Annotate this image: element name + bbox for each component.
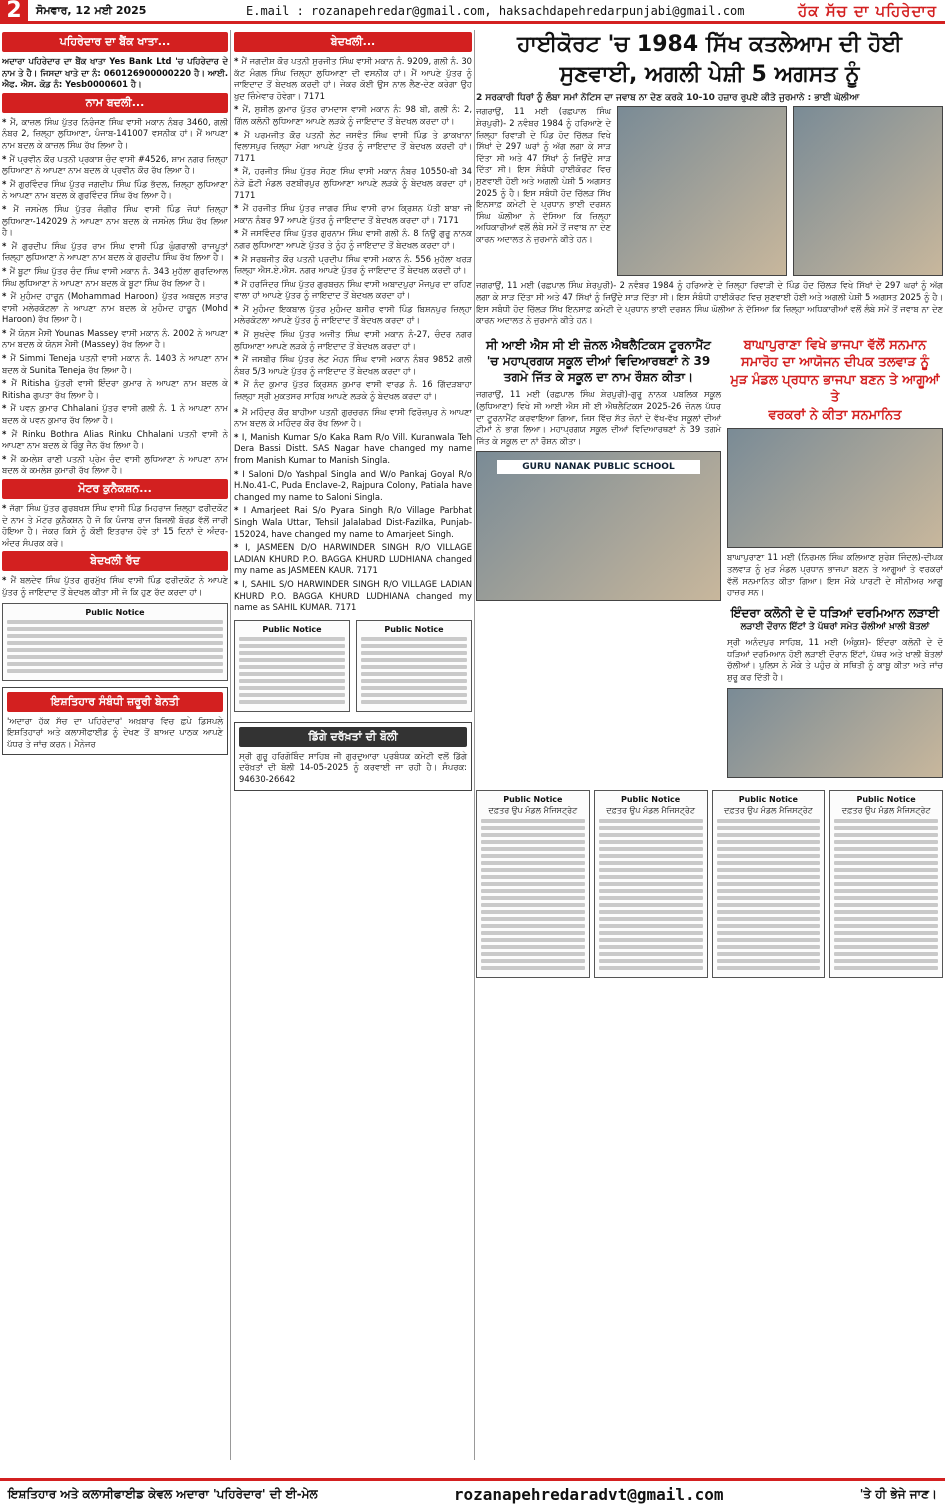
- colony-headline-line: ਲੜਾਈ ਦੌਰਾਨ ਇੱਟਾਂ ਤੇ ਪੱਥਰਾਂ ਸਮੇਤ ਚੱਲੀਆਂ ਖ਼ਾਲੀ ਬੋਤਲਾਂ: [740, 622, 930, 633]
- notice-title: Public Notice: [503, 794, 563, 804]
- list-item: * ਮੈਂ, ਹਰਜੀਤ ਸਿੰਘ ਪੁੱਤਰ ਸੋਹਣ ਸਿੰਘ ਵਾਸੀ ਮਕਾਨ ਨੰਬਰ 10550-ਬੀ 34 ਨੇੜੇ ਛੋਟੀ ਮੰਡਲ ਰਣਬੀਰਪੁਰ ਲੁਧਿਆਣਾ ਆਪਣੇ ਲੜਕੇ ਨੂੰ ਬੇਦਖਲ ਕਰਦਾ ਹਾਂ। 7171: [234, 166, 472, 201]
- public-notice: [234, 620, 350, 712]
- list-item: * ਮੈਂ Simmi Teneja ਪਤਨੀ ਵਾਸੀ ਮਕਾਨ ਨੰ. 1403 ਨੇ ਆਪਣਾ ਨਾਮ ਬਦਲ ਕੇ Sunita Teneja ਰੱਖ ਲਿਆ ਹੈ।: [2, 353, 228, 376]
- list-item: * ਮੈਂ ਜਸਬੀਰ ਸਿੰਘ ਪੁੱਤਰ ਲੇਟ ਮੋਹਨ ਸਿੰਘ ਵਾਸੀ ਮਕਾਨ ਨੰਬਰ 9852 ਗਲੀ ਨੰਬਰ 5/3 ਆਪਣੇ ਪੁੱਤਰ ਨੂੰ ਜਾਇਦਾਦ ਤੋਂ ਬੇਦਖਲ ਕਰਦਾ ਹਾਂ।: [234, 354, 472, 377]
- sports-story: [476, 333, 721, 778]
- sports-team-photo: [476, 451, 721, 601]
- middle-row: [476, 333, 943, 778]
- notice-title: Public Notice: [738, 794, 798, 804]
- colony-street-photo: [727, 688, 943, 778]
- notice-title: Public Notice: [856, 794, 916, 804]
- motor-connection-heading: ਮੋਟਰ ਕੁਨੈਕਸ਼ਨ...: [2, 479, 228, 499]
- list-item: * ਮੈਂ Rinku Bothra Alias Rinku Chhalani ਪਤਨੀ ਵਾਸੀ ਨੇ ਆਪਣਾ ਨਾਮ ਬਦਲ ਕੇ ਰਿੰਕੂ ਜੈਨ ਰੱਖ ਲਿਆ ਹੈ।: [2, 429, 228, 452]
- bjp-headline-line: ਸਮਾਰੋਹ ਦਾ ਆਯੋਜਨ ਦੀਪਕ ਤਲਵਾੜ ਨੂੰ: [741, 355, 929, 371]
- colony-headline-line: ਇੰਦਰਾ ਕਲੋਨੀ ਦੇ ਦੋ ਧੜਿਆਂ ਦਰਮਿਆਨ ਲੜਾਈ: [730, 605, 940, 620]
- public-notice: [712, 790, 826, 978]
- notice-body: [239, 637, 345, 704]
- list-item: * I Saloni D/o Yashpal Singla and W/o Pankaj Goyal R/o H.No.41-C, Puda Enclave-2, Rajpura Colony, Patiala have changed my name to Saloni Singla.: [234, 469, 472, 504]
- list-item: * ਮੈਂ ਬਲਦੇਵ ਸਿੰਘ ਪੁੱਤਰ ਗੁਰਮੁੱਖ ਸਿੰਘ ਵਾਸੀ ਪਿੰਡ ਫਰੀਦਕੋਟ ਨੇ ਆਪਣੇ ਪੁੱਤਰ ਨੂੰ ਜਾਇਦਾਦ ਤੋਂ ਬੇਦਖਲ ਕੀਤਾ ਸੀ ਜੋ ਕਿ ਹੁਣ ਰੱਦ ਕਰਦਾ ਹਾਂ।: [2, 575, 228, 598]
- footer-text: ਇਸ਼ਤਿਹਾਰ ਅਤੇ ਕਲਾਸੀਫਾਈਡ ਕੇਵਲ ਅਦਾਰਾ 'ਪਹਿਰੇਦਾਰ' ਦੀ ਈ-ਮੇਲ: [8, 1486, 318, 1501]
- notice-body: [7, 620, 223, 673]
- lead-story-photo-2: [793, 106, 943, 276]
- list-item: * ਮੈਂ ਗੁਰਵਿੰਦਰ ਸਿੰਘ ਪੁੱਤਰ ਜਗਦੀਪ ਸਿੰਘ ਪਿੰਡ ਭੱਦਲ, ਜ਼ਿਲ੍ਹਾ ਲੁਧਿਆਣਾ ਨੇ ਆਪਣਾ ਨਾਮ ਬਦਲ ਕੇ ਗੁਰਵਿੰਦਰ ਸਿੰਘ ਰੱਖ ਲਿਆ ਹੈ।: [2, 179, 228, 202]
- list-item: * ਮੈਂ ਬੂਟਾ ਸਿੰਘ ਪੁੱਤਰ ਚੰਦ ਸਿੰਘ ਵਾਸੀ ਮਕਾਨ ਨੰ. 343 ਮੁਹੱਲਾ ਗੁਰਦਿਆਲ ਸਿੰਘ ਲੁਧਿਆਣਾ ਨੇ ਆਪਣਾ ਨਾਮ ਬਦਲ ਕੇ ਬੂਟਾ ਸਿੰਘ ਰੱਖ ਲਿਆ ਹੈ।: [2, 266, 228, 289]
- list-item: * ਮੈਂ, ਕਾਜ਼ਲ ਸਿੰਘ ਪੁੱਤਰ ਨਿਰੰਜਣ ਸਿੰਘ ਵਾਸੀ ਮਕਾਨ ਨੰਬਰ 3460, ਗਲੀ ਨੰਬਰ 2, ਜ਼ਿਲ੍ਹਾ ਲੁਧਿਆਣਾ, ਪੰਜਾਬ-141007 ਵਸਨੀਕ ਹਾਂ। ਮੈਂ ਆਪਣਾ ਨਾਮ ਬਦਲ ਕੇ ਕਾਜ਼ਲ ਸਿੰਘ ਰੱਖ ਲਿਆ ਹੈ।: [2, 117, 228, 152]
- disown-heading: ਬੇਦਖਲੀ...: [234, 32, 472, 52]
- advertiser-notice-text: 'ਅਦਾਰਾ ਹੱਕ ਸੱਚ ਦਾ ਪਹਿਰੇਦਾਰ' ਅਖ਼ਬਾਰ ਵਿਚ ਛਪੇ ਡਿਸਪਲੇ ਇਸ਼ਤਿਹਾਰਾਂ ਅਤੇ ਕਲਾਸੀਫਾਈਡ ਨੂੰ ਦੇਖਣ ਤੋਂ ਬਾਅਦ ਪਾਠਕ ਆਪਣੇ ਪੱਧਰ ਤੇ ਜਾਂਚ ਕਰਨ। ਮੈਨੇਜਰ: [7, 715, 223, 749]
- tree-auction-text: ਸ੍ਰੀ ਗੁਰੂ ਹਰਿਗੋਬਿੰਦ ਸਾਹਿਬ ਜੀ ਗੁਰਦੁਆਰਾ ਪ੍ਰਬੰਧਕ ਕਮੇਟੀ ਵਲੋਂ ਡਿੱਗੇ ਦਰੱਖ਼ਤਾਂ ਦੀ ਬੋਲੀ 14-05-2025 ਨੂੰ ਕਰਵਾਈ ਜਾ ਰਹੀ ਹੈ। ਸੰਪਰਕ: 94630-26642: [239, 750, 467, 784]
- bjp-event-photo: [727, 428, 943, 548]
- disown-list: [234, 56, 472, 403]
- list-item: * ਮੈਂ ਮੁਹੰਮਦ ਹਾਰੂਨ (Mohammad Haroon) ਪੁੱਤਰ ਅਬਦੁਲ ਸਤਾਰ ਵਾਸੀ ਮਲੇਰਕੋਟਲਾ ਨੇ ਆਪਣਾ ਨਾਮ ਬਦਲ ਕੇ ਮੁਹੰਮਦ ਹਾਰੂਨ (Mohd Haroon) ਰੱਖ ਲਿਆ ਹੈ।: [2, 291, 228, 326]
- public-notice: [356, 620, 472, 712]
- list-item: * ਮੈਂ ਹਰਜੀਤ ਸਿੰਘ ਪੁੱਤਰ ਜਾਗਰ ਸਿੰਘ ਵਾਸੀ ਰਾਮ ਕ੍ਰਿਸ਼ਨ ਪੱਤੀ ਬਾਬਾ ਜੀ ਮਕਾਨ ਨੰਬਰ 97 ਆਪਣੇ ਪੁੱਤਰ ਨੂੰ ਜਾਇਦਾਦ ਤੋਂ ਬੇਦਖਲ ਕਰਦਾ ਹਾਂ। 7171: [234, 203, 472, 226]
- disown-cancel-heading: ਬੇਦਖਲੀ ਰੱਦ: [2, 551, 228, 571]
- list-item: * ਮੈਂ ਹਰਜਿੰਦਰ ਸਿੰਘ ਪੁੱਤਰ ਗੁਰਬਚਨ ਸਿੰਘ ਵਾਸੀ ਅਬਾਦਪੁਰਾ ਮੌਜਪੁਰ ਦਾ ਰਹਿਣ ਵਾਲਾ ਹਾਂ ਆਪਣੇ ਪੁੱਤਰ ਨੂੰ ਜਾਇਦਾਦ ਤੋਂ ਬੇਦਖਲ ਕਰਦਾ ਹਾਂ।: [234, 279, 472, 302]
- column-divider: [230, 30, 231, 1460]
- lead-story-photo: [617, 106, 787, 276]
- list-item: * ਮੈਂ ਮਹਿੰਦਰ ਕੌਰ ਬਾਹੀਆ ਪਤਨੀ ਗੁਰਚਰਨ ਸਿੰਘ ਵਾਸੀ ਫਿਰੋਜ਼ਪੁਰ ਨੇ ਆਪਣਾ ਨਾਮ ਬਦਲ ਕੇ ਮਹਿੰਦਰ ਕੌਰ ਰੱਖ ਲਿਆ ਹੈ।: [234, 407, 472, 430]
- header-email: E.mail : rozanapehredar@gmail.com, haksachdapehredarpunjabi@gmail.com: [246, 3, 745, 18]
- notice-body: [834, 819, 938, 970]
- list-item: * ਮੈਂ ਜਸਵਿੰਦਰ ਸਿੰਘ ਪੁੱਤਰ ਗੁਰਨਾਮ ਸਿੰਘ ਵਾਸੀ ਗਲੀ ਨੰ. 8 ਨਿਊ ਗੁਰੂ ਨਾਨਕ ਨਗਰ ਲੁਧਿਆਣਾ ਆਪਣੇ ਪੁੱਤਰ ਤੇ ਨੂੰਹ ਨੂੰ ਜਾਇਦਾਦ ਤੋਂ ਬੇਦਖਲ ਕਰਦਾ ਹਾਂ।: [234, 228, 472, 251]
- list-item: * ਮੈਂ ਸਰਬਜੀਤ ਕੌਰ ਪਤਨੀ ਪ੍ਰਦੀਪ ਸਿੰਘ ਵਾਸੀ ਮਕਾਨ ਨੰ. 556 ਮੁਹੱਲਾ ਖਰੜ ਜ਼ਿਲ੍ਹਾ ਐਸ.ਏ.ਐਸ. ਨਗਰ ਆਪਣੇ ਪੁੱਤਰ ਨੂੰ ਜਾਇਦਾਦ ਤੋਂ ਬੇਦਖਲ ਕਰਦੀ ਹਾਂ।: [234, 254, 472, 277]
- footer-email-link[interactable]: rozanapehredaradvt@gmail.com: [453, 1484, 724, 1504]
- list-item: * I, SAHIL S/O HARWINDER SINGH R/O VILLAGE LADIAN KHURD P.O. BAGGA KHURD LUDHIANA changed my name as SAHIL KUMAR. 7171: [234, 579, 472, 614]
- list-item: * ਮੈਂ ਪ੍ਰਵੀਨ ਕੌਰ ਪਤਨੀ ਪ੍ਰਕਾਸ਼ ਚੰਦ ਵਾਸੀ #4526, ਸ਼ਾਮ ਨਗਰ ਜ਼ਿਲ੍ਹਾ ਲੁਧਿਆਣਾ ਨੇ ਆਪਣਾ ਨਾਮ ਬਦਲ ਕੇ ਪ੍ਰਵੀਨ ਕੌਰ ਰੱਖ ਲਿਆ ਹੈ।: [2, 154, 228, 177]
- list-item: * I Amarjeet Rai S/o Pyara Singh R/o Village Parbhat Singh Wala Uttar, Tehsil Jalalabad Dist-Fazilka, Punjab-152024, have changed my name to Amarjeet Singh.: [234, 505, 472, 540]
- lead-story-row: [476, 106, 943, 276]
- name-change-list: [2, 117, 228, 477]
- sports-headline-line: ਸੀ ਆਈ ਐਸ ਸੀ ਈ ਜ਼ੋਨਲ ਐਥਲੈਟਿਕਸ ਟੂਰਨਾਮੈਂਟ: [486, 337, 711, 352]
- list-item: * ਮੈਂ Ritisha ਪੁੱਤਰੀ ਵਾਸੀ ਇੰਦਰਾ ਕੁਮਾਰ ਨੇ ਆਪਣਾ ਨਾਮ ਬਦਲ ਕੇ Ritisha ਗੁਪਤਾ ਰੱਖ ਲਿਆ ਹੈ।: [2, 378, 228, 401]
- sports-headline: [476, 337, 721, 386]
- public-notices-grid: [476, 786, 943, 982]
- page-footer: [0, 1478, 945, 1507]
- list-item: * ਮੈਂ ਨੰਦ ਕੁਮਾਰ ਪੁੱਤਰ ਕ੍ਰਿਸ਼ਨ ਕੁਮਾਰ ਵਾਸੀ ਵਾਰਡ ਨੰ. 16 ਗਿੱਦੜਬਾਹਾ ਜ਼ਿਲ੍ਹਾ ਸ੍ਰੀ ਮੁਕਤਸਰ ਸਾਹਿਬ ਆਪਣੇ ਲੜਕੇ ਨੂੰ ਬੇਦਖਲ ਕਰਦਾ ਹਾਂ।: [234, 379, 472, 402]
- tree-auction-heading: ਡਿੱਗੇ ਦਰੱਖ਼ਤਾਂ ਦੀ ਬੋਲੀ: [239, 727, 467, 747]
- public-notice: [594, 790, 708, 978]
- lead-subhead: 2 ਸਰਕਾਰੀ ਧਿਰਾਂ ਨੂੰ ਲੰਬਾ ਸਮਾਂ ਨੋਟਿਸ ਦਾ ਜਵਾਬ ਨਾ ਦੇਣ ਕਰਕੇ 10-10 ਹਜ਼ਾਰ ਰੁਪਏ ਕੀਤੇ ਜੁਰਮਾਨੇ : ਭਾਈ ਘੋਲੀਆ: [476, 93, 860, 104]
- name-change-english-list: [234, 407, 472, 614]
- notice-subtitle: ਦਫ਼ਤਰ ਉਪ ਮੰਡਲ ਮੈਜਿਸਟ੍ਰੇਟ: [488, 805, 578, 815]
- list-item: * ਮੈਂ, ਸੁਸ਼ੀਲ ਕੁਮਾਰ ਪੁੱਤਰ ਰਾਮਦਾਸ ਵਾਸੀ ਮਕਾਨ ਨੰ: 98 ਬੀ, ਗਲੀ ਨੰ: 2, ਗਿੱਲ ਕਲੋਨੀ ਲੁਧਿਆਣਾ ਆਪਣੇ ਲੜਕੇ ਨੂੰ ਜਾਇਦਾਦ ਤੋਂ ਬੇਦਖਲ ਕਰਦਾ ਹਾਂ।: [234, 104, 472, 127]
- list-item: * ਮੈਂ ਕਮਲੇਸ਼ ਰਾਣੀ ਪਤਨੀ ਪ੍ਰੇਮ ਚੰਦ ਵਾਸੀ ਲੁਧਿਆਣਾ ਨੇ ਆਪਣਾ ਨਾਮ ਬਦਲ ਕੇ ਕਮਲੇਸ਼ ਕੁਮਾਰੀ ਰੱਖ ਲਿਆ ਹੈ।: [2, 454, 228, 477]
- notice-body: [481, 819, 585, 970]
- notice-subtitle: ਦਫ਼ਤਰ ਉਪ ਮੰਡਲ ਮੈਜਿਸਟ੍ਰੇਟ: [841, 805, 931, 815]
- notice-body: [599, 819, 703, 970]
- lead-story-text: ਜਗਰਾਉਂ, 11 ਮਈ (ਰਛਪਾਲ ਸਿੰਘ ਸ਼ੇਰਪੁਰੀ)- 2 ਨਵੰਬਰ 1984 ਨੂੰ ਹਰਿਆਣੇ ਦੇ ਜ਼ਿਲ੍ਹਾ ਰਿਵਾੜੀ ਦੇ ਪਿੰਡ ਹੋਦ ਚਿੱਲੜ ਵਿਖੇ ਸਿੱਖਾਂ ਦੇ 297 ਘਰਾਂ ਨੂੰ ਅੱਗ ਲਗਾ ਕੇ ਸਾੜ ਦਿੱਤਾ ਸੀ ਅਤੇ 47 ਸਿੱਖਾਂ ਨੂੰ ਜਿਉਂਦੇ ਸਾੜ ਦਿੱਤਾ ਸੀ। ਇਸ ਸੰਬੰਧੀ ਹਾਈਕੋਰਟ ਵਿਚ ਸੁਣਵਾਈ ਹੋਈ ਅਤੇ ਅਗਲੀ ਪੇਸ਼ੀ 5 ਅਗਸਤ 2025 ਨੂੰ ਹੈ। ਇਸ ਸਬੰਧੀ ਹੋਦ ਚਿੱਲੜ ਸਿੱਖ ਇਨਸਾਫ਼ ਕਮੇਟੀ ਦੇ ਪ੍ਰਧਾਨ ਭਾਈ ਦਰਸ਼ਨ ਸਿੰਘ ਘੋਲੀਆ ਨੇ ਦੱਸਿਆ ਕਿ ਜ਼ਿਲ੍ਹਾ ਅਧਿਕਾਰੀਆਂ ਵਲੋਂ ਲੰਬੇ ਸਮੇਂ ਤੋਂ ਜਵਾਬ ਨਾ ਦੇਣ ਕਾਰਨ ਅਦਾਲਤ ਨੇ ਜੁਰਮਾਨੇ ਕੀਤੇ ਹਨ।: [476, 106, 611, 244]
- sports-headline-line: 'ਚ ਮਹਾਪ੍ਰਗਯ ਸਕੂਲ ਦੀਆਂ ਵਿਦਿਆਰਥਣਾਂ ਨੇ 39: [486, 353, 711, 368]
- list-item: * ਮੈਂ ਜਸਮੇਲ ਸਿੰਘ ਪੁੱਤਰ ਜੰਗੀਰ ਸਿੰਘ ਵਾਸੀ ਪਿੰਡ ਜੋਧਾਂ ਜ਼ਿਲ੍ਹਾ ਲੁਧਿਆਣਾ-142029 ਨੇ ਆਪਣਾ ਨਾਮ ਬਦਲ ਕੇ ਜਸਮੇਲ ਸਿੰਘ ਰੱਖ ਲਿਆ ਹੈ।: [2, 204, 228, 239]
- notice-title: Public Notice: [85, 607, 145, 617]
- masthead-logo: ਹੱਕ ਸੱਚ ਦਾ ਪਹਿਰੇਦਾਰ: [798, 1, 937, 20]
- disown-cancel-text: [2, 575, 228, 598]
- bank-account-text: ਅਦਾਰਾ ਪਹਿਰੇਦਾਰ ਦਾ ਬੈਂਕ ਖਾਤਾ Yes Bank Ltd 'ਚ ਪਹਿਰੇਦਾਰ ਦੇ ਨਾਮ ਤੇ ਹੈ। ਜਿਸਦਾ ਖਾਤੇ ਦਾ ਨੰ: 060126900000220 ਹੈ। ਆਈ. ਐਫ. ਐਸ. ਕੋਡ ਨੰ: Yesb0000601 ਹੈ।: [2, 56, 228, 90]
- colony-headline: [727, 605, 943, 633]
- notice-subtitle: ਦਫ਼ਤਰ ਉਪ ਮੰਡਲ ਮੈਜਿਸਟ੍ਰੇਟ: [606, 805, 695, 815]
- column-disown-notices: [234, 30, 472, 1460]
- public-notice: [829, 790, 943, 978]
- list-item: * ਮੈਂ ਸੁਖਦੇਵ ਸਿੰਘ ਪੁੱਤਰ ਅਜੀਤ ਸਿੰਘ ਵਾਸੀ ਮਕਾਨ ਨੰ-27, ਚੰਦਰ ਨਗਰ ਲੁਧਿਆਣਾ ਆਪਣੇ ਲੜਕੇ ਨੂੰ ਜਾਇਦਾਦ ਤੋਂ ਬੇਦਖਲ ਕਰਦਾ ਹਾਂ।: [234, 329, 472, 352]
- bjp-headline-line: ਬਾਘਾਪੁਰਾਣਾ ਵਿਖੇ ਭਾਜਪਾ ਵੱਲੋਂ ਸਨਮਾਨ: [743, 337, 927, 353]
- motor-connection-text: [2, 503, 228, 549]
- bank-account-heading: ਪਹਿਰੇਦਾਰ ਦਾ ਬੈਂਕ ਖਾਤਾ...: [2, 32, 228, 52]
- notice-body: [361, 637, 467, 704]
- bjp-story-text: ਬਾਘਾਪੁਰਾਣਾ 11 ਮਈ (ਨਿਰਮਲ ਸਿੰਘ ਕਲਿਆਣ ਸੁਰੇਸ਼ ਜਿੰਦਲ)-ਦੀਪਕ ਤਲਵਾੜ ਨੂੰ ਮੁੜ ਮੰਡਲ ਪ੍ਰਧਾਨ ਭਾਜਪਾ ਬਣਨ ਤੇ ਆਗੂਆਂ ਤੇ ਵਰਕਰਾਂ ਵੱਲੋਂ ਸਨਮਾਨਿਤ ਕੀਤਾ ਗਿਆ। ਇਸ ਮੌਕੇ ਪਾਰਟੀ ਦੇ ਸੀਨੀਅਰ ਆਗੂ ਹਾਜ਼ਰ ਸਨ।: [727, 552, 943, 598]
- footer-tail: 'ਤੇ ਹੀ ਭੇਜੇ ਜਾਣ।: [859, 1486, 937, 1501]
- page-number: 2: [0, 0, 28, 23]
- list-item: * I, JASMEEN D/O HARWINDER SINGH R/O VILLAGE LADIAN KHURD P.O. BAGGA KHURD LUDHIANA changed my name as JASMEEN KAUR. 7171: [234, 542, 472, 577]
- list-item: * I, Manish Kumar S/o Kaka Ram R/o Vill. Kuranwala Teh Dera Bassi Distt. SAS Nagar have changed my name from Manish Kumar to Manish Singla.: [234, 432, 472, 467]
- list-item: * ਮੈਂ ਮੁਹੰਮਦ ਇਕਬਾਲ ਪੁੱਤਰ ਮੁਹੰਮਦ ਬਸੀਰ ਵਾਸੀ ਪਿੰਡ ਬਿਸ਼ਨਪੁਰ ਜ਼ਿਲ੍ਹਾ ਮਲੇਰਕੋਟਲਾ ਆਪਣੇ ਪੁੱਤਰ ਨੂੰ ਜਾਇਦਾਦ ਤੋਂ ਬੇਦਖਲ ਕਰਦਾ ਹਾਂ।: [234, 304, 472, 327]
- issue-date: ਸੋਮਵਾਰ, 12 ਮਈ 2025: [36, 3, 147, 17]
- list-item: * ਮੈਂ ਜਗਦੀਸ਼ ਕੌਰ ਪਤਨੀ ਸੁਰਜੀਤ ਸਿੰਘ ਵਾਸੀ ਮਕਾਨ ਨੰ. 9209, ਗਲੀ ਨੰ. 30 ਕੱਟ ਮੰਗਲ ਸਿੰਘ ਜ਼ਿਲ੍ਹਾ ਲੁਧਿਆਣਾ ਦੀ ਵਸਨੀਕ ਹਾਂ। ਮੈਂ ਆਪਣੇ ਪੁੱਤਰ ਨੂੰ ਜਾਇਦਾਦ ਤੋਂ ਬੇਦਖਲ ਕਰਦੀ ਹਾਂ। ਜੇਕਰ ਕੋਈ ਉਸ ਨਾਲ ਲੈਣ-ਦੇਣ ਕਰੇਗਾ ਉਹ ਖੁਦ ਜ਼ਿੰਮੇਵਾਰ ਹੋਵੇਗਾ। 7171: [234, 56, 472, 102]
- bjp-story: [727, 333, 943, 778]
- notice-body: [717, 819, 821, 970]
- list-item: * ਮੈਂ ਗੁਰਦੀਪ ਸਿੰਘ ਪੁੱਤਰ ਰਾਮ ਸਿੰਘ ਵਾਸੀ ਪਿੰਡ ਘੁੰਗਰਾਲੀ ਰਾਜਪੂਤਾਂ ਜ਼ਿਲ੍ਹਾ ਲੁਧਿਆਣਾ ਨੇ ਆਪਣਾ ਨਾਮ ਬਦਲ ਕੇ ਗੁਰਦੀਪ ਸਿੰਘ ਰੱਖ ਲਿਆ ਹੈ।: [2, 241, 228, 264]
- advertiser-notice-box: [2, 687, 228, 756]
- public-notice: [2, 603, 228, 681]
- name-change-heading: ਨਾਮ ਬਦਲੀ...: [2, 93, 228, 113]
- sports-story-text: ਜਗਰਾਉਂ, 11 ਮਈ (ਰਛਪਾਲ ਸਿੰਘ ਸ਼ੇਰਪੁਰੀ)-ਗੁਰੂ ਨਾਨਕ ਪਬਲਿਕ ਸਕੂਲ (ਲੁਧਿਆਣਾ) ਵਿਖੇ ਸੀ ਆਈ ਐਸ ਸੀ ਈ ਐਥਲੈਟਿਕਸ 2025-26 ਜ਼ੋਨਲ ਪੱਧਰ ਦਾ ਟੂਰਨਾਮੈਂਟ ਕਰਵਾਇਆ ਗਿਆ, ਜਿਸ ਵਿੱਚ ਸੱਤ ਜ਼ੋਨਾਂ ਦੇ ਵੱਖ-ਵੱਖ ਸਕੂਲਾਂ ਦੀਆਂ ਟੀਮਾਂ ਨੇ ਭਾਗ ਲਿਆ। ਮਹਾਪ੍ਰਗਯ ਸਕੂਲ ਦੀਆਂ ਵਿਦਿਆਰਥਣਾਂ ਨੇ 39 ਤਗਮੇ ਜਿੱਤ ਕੇ ਸਕੂਲ ਦਾ ਨਾਂ ਰੌਸ਼ਨ ਕੀਤਾ।: [476, 389, 721, 446]
- headline-line-2: ਸੁਣਵਾਈ, ਅਗਲੀ ਪੇਸ਼ੀ 5 ਅਗਸਤ ਨੂੰ: [559, 61, 860, 87]
- notice-title: Public Notice: [621, 794, 681, 804]
- column-divider: [474, 30, 475, 1460]
- list-item: * ਜੱਗਾ ਸਿੰਘ ਪੁੱਤਰ ਗੁਰਬਖਸ਼ ਸਿੰਘ ਵਾਸੀ ਪਿੰਡ ਮਿਹਰਾਜ ਜ਼ਿਲ੍ਹਾ ਫਰੀਦਕੋਟ ਦੇ ਨਾਮ ਤੇ ਮੋਟਰ ਕੁਨੈਕਸ਼ਨ ਹੈ ਜੋ ਕਿ ਪੰਜਾਬ ਰਾਜ ਬਿਜਲੀ ਬੋਰਡ ਵੱਲੋਂ ਜਾਰੀ ਹੋਇਆ ਹੈ। ਜੇਕਰ ਕਿਸੇ ਨੂੰ ਕੋਈ ਇਤਰਾਜ਼ ਹੋਵੇ ਤਾਂ 15 ਦਿਨਾਂ ਦੇ ਅੰਦਰ-ਅੰਦਰ ਸੰਪਰਕ ਕਰੇ।: [2, 503, 228, 549]
- sports-headline-line: ਤਗਮੇ ਜਿੱਤ ਕੇ ਸਕੂਲ ਦਾ ਨਾਮ ਰੌਸ਼ਨ ਕੀਤਾ।: [503, 370, 694, 385]
- list-item: * ਮੈਂ ਪਰਮਜੀਤ ਕੌਰ ਪਤਨੀ ਲੇਟ ਜਸਵੰਤ ਸਿੰਘ ਵਾਸੀ ਪਿੰਡ ਤੇ ਡਾਕਖਾਨਾ ਵਿਲਾਸਪੁਰ ਜ਼ਿਲ੍ਹਾ ਮੋਗਾ ਆਪਣੇ ਪੁੱਤਰ ਨੂੰ ਜਾਇਦਾਦ ਤੋਂ ਬੇਦਖਲ ਕਰਦੀ ਹਾਂ। 7171: [234, 130, 472, 165]
- advertiser-notice-heading: ਇਸ਼ਤਿਹਾਰ ਸੰਬੰਧੀ ਜ਼ਰੂਰੀ ਬੇਨਤੀ: [7, 692, 223, 712]
- lead-story-continued: ਜਗਰਾਉਂ, 11 ਮਈ (ਰਛਪਾਲ ਸਿੰਘ ਸ਼ੇਰਪੁਰੀ)- 2 ਨਵੰਬਰ 1984 ਨੂੰ ਹਰਿਆਣੇ ਦੇ ਜ਼ਿਲ੍ਹਾ ਰਿਵਾੜੀ ਦੇ ਪਿੰਡ ਹੋਦ ਚਿੱਲੜ ਵਿਖੇ ਸਿੱਖਾਂ ਦੇ 297 ਘਰਾਂ ਨੂੰ ਅੱਗ ਲਗਾ ਕੇ ਸਾੜ ਦਿੱਤਾ ਸੀ ਅਤੇ 47 ਸਿੱਖਾਂ ਨੂੰ ਜਿਉਂਦੇ ਸਾੜ ਦਿੱਤਾ ਸੀ। ਇਸ ਸੰਬੰਧੀ ਹਾਈਕੋਰਟ ਵਿਚ ਸੁਣਵਾਈ ਹੋਈ ਅਤੇ ਅਗਲੀ ਪੇਸ਼ੀ 5 ਅਗਸਤ 2025 ਨੂੰ ਹੈ। ਇਸ ਸਬੰਧੀ ਹੋਦ ਚਿੱਲੜ ਸਿੱਖ ਇਨਸਾਫ਼ ਕਮੇਟੀ ਦੇ ਪ੍ਰਧਾਨ ਭਾਈ ਦਰਸ਼ਨ ਸਿੰਘ ਘੋਲੀਆ ਨੇ ਦੱਸਿਆ ਕਿ ਜ਼ਿਲ੍ਹਾ ਅਧਿਕਾਰੀਆਂ ਵਲੋਂ ਲੰਬੇ ਸਮੇਂ ਤੋਂ ਜਵਾਬ ਨਾ ਦੇਣ ਕਾਰਨ ਅਦਾਲਤ ਨੇ ਜੁਰਮਾਨੇ ਕੀਤੇ ਹਨ।: [476, 280, 943, 326]
- notice-title: Public Notice: [384, 624, 444, 634]
- bjp-headline-line: ਮੁੜ ਮੰਡਲ ਪ੍ਰਧਾਨ ਭਾਜਪਾ ਬਣਨ ਤੇ ਆਗੂਆਂ ਤੇ: [730, 372, 940, 406]
- school-banner: GURU NANAK PUBLIC SCHOOL: [497, 460, 700, 474]
- page-header: [0, 0, 945, 24]
- list-item: * ਮੈਂ ਪਵਨ ਕੁਮਾਰ Chhalani ਪੁੱਤਰ ਵਾਸੀ ਗਲੀ ਨੰ. 1 ਨੇ ਆਪਣਾ ਨਾਮ ਬਦਲ ਕੇ ਪਵਨ ਕੁਮਾਰ ਰੱਖ ਲਿਆ ਹੈ।: [2, 403, 228, 426]
- column-classifieds: [2, 30, 228, 1460]
- bjp-headline: [727, 337, 943, 425]
- colony-story-text: ਸ੍ਰੀ ਅਨੰਦਪੁਰ ਸਾਹਿਬ, 11 ਮਈ (ਅੰਕੁਸ਼)- ਇੰਦਰਾ ਕਲੋਨੀ ਦੇ ਦੋ ਧੜਿਆਂ ਦਰਮਿਆਨ ਹੋਈ ਲੜਾਈ ਦੌਰਾਨ ਇੱਟਾਂ, ਪੱਥਰ ਅਤੇ ਖਾਲੀ ਬੋਤਲਾਂ ਚੱਲੀਆਂ। ਪੁਲਿਸ ਨੇ ਮੌਕੇ ਤੇ ਪਹੁੰਚ ਕੇ ਸਥਿਤੀ ਨੂੰ ਕਾਬੂ ਕੀਤਾ ਅਤੇ ਜਾਂਚ ਸ਼ੁਰੂ ਕਰ ਦਿੱਤੀ ਹੈ।: [727, 637, 943, 682]
- headline-line-1: ਹਾਈਕੋਰਟ 'ਚ 1984 ਸਿੱਖ ਕਤਲੇਆਮ ਦੀ ਹੋਈ: [517, 32, 902, 57]
- tree-auction-box: [234, 722, 472, 791]
- bjp-headline-line: ਵਰਕਰਾਂ ਨੇ ਕੀਤਾ ਸਨਮਾਨਿਤ: [768, 407, 902, 423]
- notice-title: Public Notice: [262, 624, 322, 634]
- public-notice: [476, 790, 590, 978]
- list-item: * ਮੈਂ ਯੋਨਸ ਮੈਸੀ Younas Massey ਵਾਸੀ ਮਕਾਨ ਨੰ. 2002 ਨੇ ਆਪਣਾ ਨਾਮ ਬਦਲ ਕੇ ਯੋਨਸ ਮੈਸੀ (Massey) ਰੱਖ ਲਿਆ ਹੈ।: [2, 328, 228, 351]
- column-news: [476, 30, 943, 1460]
- lead-headline: [476, 30, 943, 89]
- notice-subtitle: ਦਫ਼ਤਰ ਉਪ ਮੰਡਲ ਮੈਜਿਸਟ੍ਰੇਟ: [724, 805, 813, 815]
- notices-row: [234, 616, 472, 716]
